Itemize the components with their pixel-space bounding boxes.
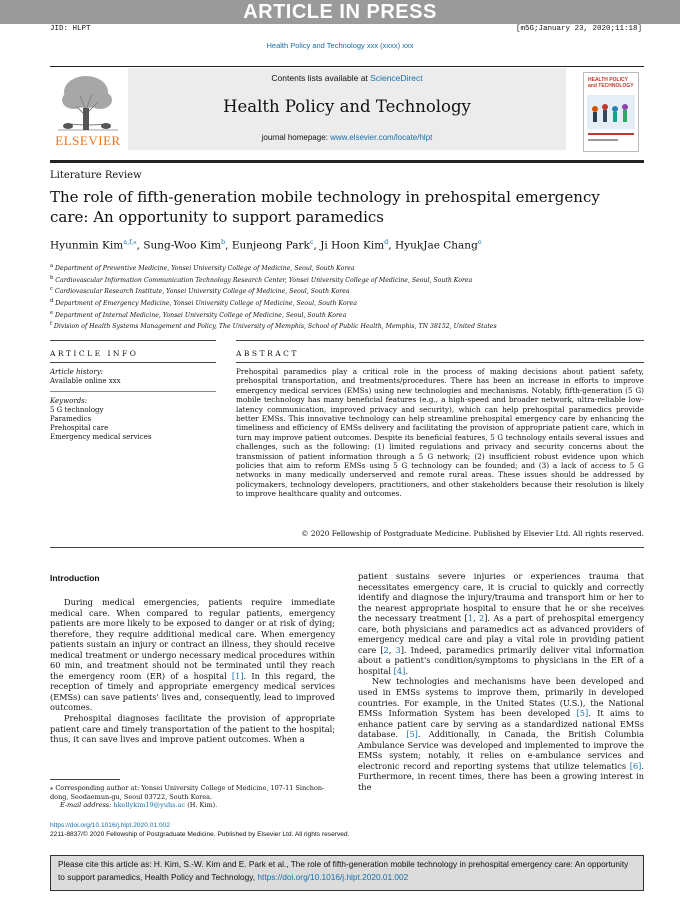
email-label: E-mail address:	[60, 801, 114, 809]
history-label: Article history:	[50, 368, 104, 376]
paragraph-text: ,	[388, 644, 396, 655]
paragraph	[358, 676, 644, 792]
paragraph: Prehospital diagnoses facilitate the provision of appropriate patient care and timely transportation of the patient to the hospital; thus, it can save lives and improve patient outcomes. When a	[50, 713, 335, 745]
affiliation-item	[50, 320, 644, 332]
corresponding-author-footnote	[50, 784, 335, 810]
affiliation-text: Cardiovascular Information Communication Technology Research Center, Yonsei University College of Medicine, Seoul, South Korea	[55, 276, 473, 284]
author-affil-sup[interactable]: e	[477, 238, 482, 246]
author-name[interactable]: Ji Hoon Kim	[320, 239, 385, 252]
citation-text: Please cite this article as: H. Kim, S.-W. Kim and E. Park et al., The role of fifth-generation mobile technology in prehospital emergency care: An opportunity to support paramedics, Health Policy and Technology,	[58, 859, 629, 882]
abstract-top-rule	[236, 340, 644, 341]
citation-link[interactable]: [5]	[576, 708, 589, 719]
author-name[interactable]: Sung-Woo Kim	[143, 239, 221, 252]
article-info	[50, 368, 210, 442]
affiliation-sup: d	[50, 297, 54, 304]
author-name[interactable]: HyukJae Chang	[395, 239, 478, 252]
keyword: Paramedics	[50, 415, 92, 423]
sciencedirect-link[interactable]: ScienceDirect	[370, 73, 423, 83]
history-value: Available online xxx	[50, 377, 121, 385]
paragraph-text: . In this regard, the reception of timely and appropriate emergency medical services (EMSs) can save patients' lives and, consequently, lead to improved outcomes.	[50, 670, 335, 713]
affiliation-item	[50, 309, 644, 321]
author-affil-sup[interactable]: a,f,⁎	[123, 238, 137, 246]
introduction-heading: Introduction	[50, 573, 100, 583]
citation-link[interactable]: [4]	[393, 665, 406, 676]
abstract-heading: ABSTRACT	[236, 349, 299, 358]
cover-text-line	[588, 139, 618, 141]
paragraph-text: . Additionally, in Canada, the British Columbia Ambulance Service was developed and implemented to improve the EMSs system; notably, it relies on e-ambulance services and electronic record and reporting systems that utilize telematics	[358, 729, 644, 771]
email-suffix: (H. Kim).	[185, 801, 218, 809]
affiliation-text: Cardiovascular Research Institute, Yonsei University College of Medicine, Seoul, South Korea	[54, 288, 350, 296]
citation-link[interactable]: [1]	[231, 670, 244, 681]
citation-link[interactable]: [5]	[406, 729, 418, 740]
paragraph-text: ]. As a part of prehospital emergency care, both physicians and paramedics act as advanced providers of emergency medical care and play a vital role in providing patient care [	[358, 613, 644, 655]
header-bottom-rule	[50, 160, 644, 163]
journal-id: JID: HLPT	[50, 25, 91, 33]
affiliation-text: Department of Preventive Medicine, Yonsei University College of Medicine, Seoul, South Korea	[55, 265, 355, 273]
paragraph	[358, 571, 644, 676]
paragraph	[50, 597, 335, 713]
keywords-label: Keywords:	[50, 397, 88, 405]
email-link[interactable]: hkellykim19@yuhs.ac	[113, 801, 186, 809]
paper-title: The role of fifth-generation mobile technology in prehospital emergency care: An opportunity to support paramedics	[50, 188, 600, 226]
keyword: Prehospital care	[50, 424, 109, 432]
author-list: Hyunmin Kim$^{a,f,⁎}$, Sung-Woo Kim$^b$, Eunjeong Park$^c$, Ji Hoon Kim$^d$, HyukJae Chang$^e$	[50, 238, 482, 252]
paragraph-text: New technologies and mechanisms have been developed and used in EMSs systems to improve them, primarily in developed countries. For example, in the United States (U.S.), the National EMSs Information System has been developed	[358, 676, 644, 719]
abstract-copyright: © 2020 Fellowship of Postgraduate Medicine. Published by Elsevier Ltd. All rights reserved.	[301, 529, 644, 538]
paragraph-text: ]. Indeed, paramedics primarily deliver vital information about a patient's condition/symptoms to physicians in the ER of a hospital	[358, 644, 645, 676]
issn-line: 2211-8837/© 2020 Fellowship of Postgraduate Medicine. Published by Elsevier Ltd. All rights reserved.	[50, 831, 350, 838]
journal-homepage-line	[128, 133, 566, 142]
header-top-rule	[50, 66, 644, 67]
elsevier-wordmark: ELSEVIER	[55, 133, 121, 148]
author-affil-sup[interactable]: b	[220, 238, 226, 246]
doi-link[interactable]: https://doi.org/10.1016/j.hlpt.2020.01.002	[50, 822, 170, 829]
article-info-heading: ARTICLE INFO	[50, 349, 139, 358]
info-divider	[50, 391, 216, 392]
cover-title: HEALTH POLICY and TECHNOLOGY	[588, 77, 634, 89]
affiliation-item	[50, 285, 644, 297]
contents-prefix: Contents lists available at	[271, 73, 371, 83]
paragraph-text: patient sustains severe injuries or experiences trauma that necessitates emergency care, it is crucial to quickly and correctly identify and diagnose the injury/trauma and transport him or her to the nearest appropriate hospital to ensure that he or she receives the necessary treatment [	[358, 571, 644, 624]
affiliation-sup: f	[50, 321, 52, 328]
paragraph-text: During medical emergencies, patients require immediate medical care. When compared to regular patients, emergency patients are more likely to be exposed to danger or at risk of dying; therefore, they require additional medical care. When emergency patients sustain an injury or contract an illness, they should receive medical treatment or undergo necessary medical procedures within 60 min, and treatment should not be terminated until they reach the emergency room (ER) of a hospital	[50, 597, 335, 681]
citation-box	[50, 855, 644, 891]
affiliation-text: Department of Internal Medicine, Yonsei University College of Medicine, Seoul, South Korea	[55, 311, 347, 319]
homepage-prefix: journal homepage:	[261, 133, 331, 142]
article-in-press-banner: ARTICLE IN PRESS	[0, 0, 680, 24]
citation-link[interactable]: 2	[383, 644, 389, 655]
affiliation-item	[50, 262, 644, 274]
abstract-bottom-rule	[50, 547, 644, 548]
info-top-rule	[50, 340, 216, 341]
paragraph-text: . Furthermore, in recent times, there has been a growing interest in the	[358, 760, 644, 792]
citation-link[interactable]: [6]	[629, 760, 642, 771]
keyword: 5 G technology	[50, 406, 104, 414]
affiliation-text: Department of Emergency Medicine, Yonsei University College of Medicine, Seoul, South Korea	[55, 300, 357, 308]
journal-cover-image	[583, 72, 639, 152]
affiliation-list	[50, 262, 644, 332]
cover-stripe	[588, 133, 634, 135]
email-line	[50, 801, 335, 810]
affiliation-item	[50, 274, 644, 286]
author-name[interactable]: Hyunmin Kim	[50, 239, 124, 252]
paragraph-text: .	[405, 665, 408, 676]
citation-link[interactable]: 1	[467, 613, 473, 624]
contents-line	[128, 73, 566, 83]
body-column-left	[50, 597, 335, 745]
homepage-link[interactable]: www.elsevier.com/locate/hlpt	[330, 133, 433, 142]
affiliation-sup: b	[50, 274, 54, 281]
info-heading-rule	[50, 362, 216, 363]
affiliation-sup: a	[50, 263, 54, 269]
paragraph-text: ,	[472, 613, 479, 624]
keyword: Emergency medical services	[50, 433, 152, 441]
author-affil-sup[interactable]: c	[309, 238, 314, 246]
cover-illustration	[587, 95, 635, 129]
running-head[interactable]: Health Policy and Technology xxx (xxxx) xxx	[266, 41, 414, 50]
body-column-right	[358, 571, 644, 792]
citation-link[interactable]: 3	[395, 644, 401, 655]
abstract-text: Prehospital paramedics play a critical role in the process of making decisions about patient safety, prehospital transportation, and treatments/procedures. There has been an increase in efforts to improve emergency medical services (EMSs) using new technologies and mechanisms. Notably, fifth-generation (5 G) mobile technology has many beneficial features (e.g., a high-speed and broader network, ultra-reliable low-latency communication, improved privacy and security), which can help prehospital paramedics provide better EMSs. This innovative technology can help streamline prehospital emergency care by enhancing the timeliness and efficiency of EMSs delivery and facilitating the provision of appropriate patient care, which in turn may improve patient outcomes. Despite its beneficial features, 5 G technology entails several issues and challenges, such as the following: (1) limited regulations and privacy and security concerns about the transmission of patient information through a 5 G network; (2) insufficient robust evidence upon which policies that aim to reform EMSs using 5 G technology can be founded; and (3) a lack of access to 5 G networks in many medically underserved and remote rural areas. These issues should be addressed by policymakers, technology developers, practitioners, and other stakeholders because their resolution is likely to improve healthcare quality and outcomes.	[236, 367, 644, 499]
author-affil-sup[interactable]: d	[384, 238, 389, 246]
affiliation-sup: e	[50, 309, 54, 316]
build-stamp: [m5G;January 23, 2020;11:18]	[515, 25, 642, 33]
citation-doi-link[interactable]: https://doi.org/10.1016/j.hlpt.2020.01.002	[257, 872, 409, 882]
paragraph-text: . It aims to enhance patient care by serving as a standardized national EMSs database.	[358, 708, 644, 740]
affiliation-sup: c	[50, 286, 53, 293]
author-name[interactable]: Eunjeong Park	[231, 239, 310, 252]
affiliation-item	[50, 297, 644, 309]
journal-title: Health Policy and Technology	[223, 97, 471, 116]
affiliation-text: Division of Health Systems Management and Policy, The University of Memphis, School of Public Health, Memphis, TN 38152, United States	[53, 323, 497, 331]
abstract-heading-rule	[236, 362, 644, 363]
footnote-text: ⁎ Corresponding author at: Yonsei University College of Medicine, 107-11 Sinchon-dong, Seodaemun-gu, Seoul 03722, South Korea.	[50, 784, 325, 801]
article-type: Literature Review	[50, 170, 142, 181]
footnote-rule	[50, 779, 120, 780]
citation-link[interactable]: 2	[479, 613, 485, 624]
